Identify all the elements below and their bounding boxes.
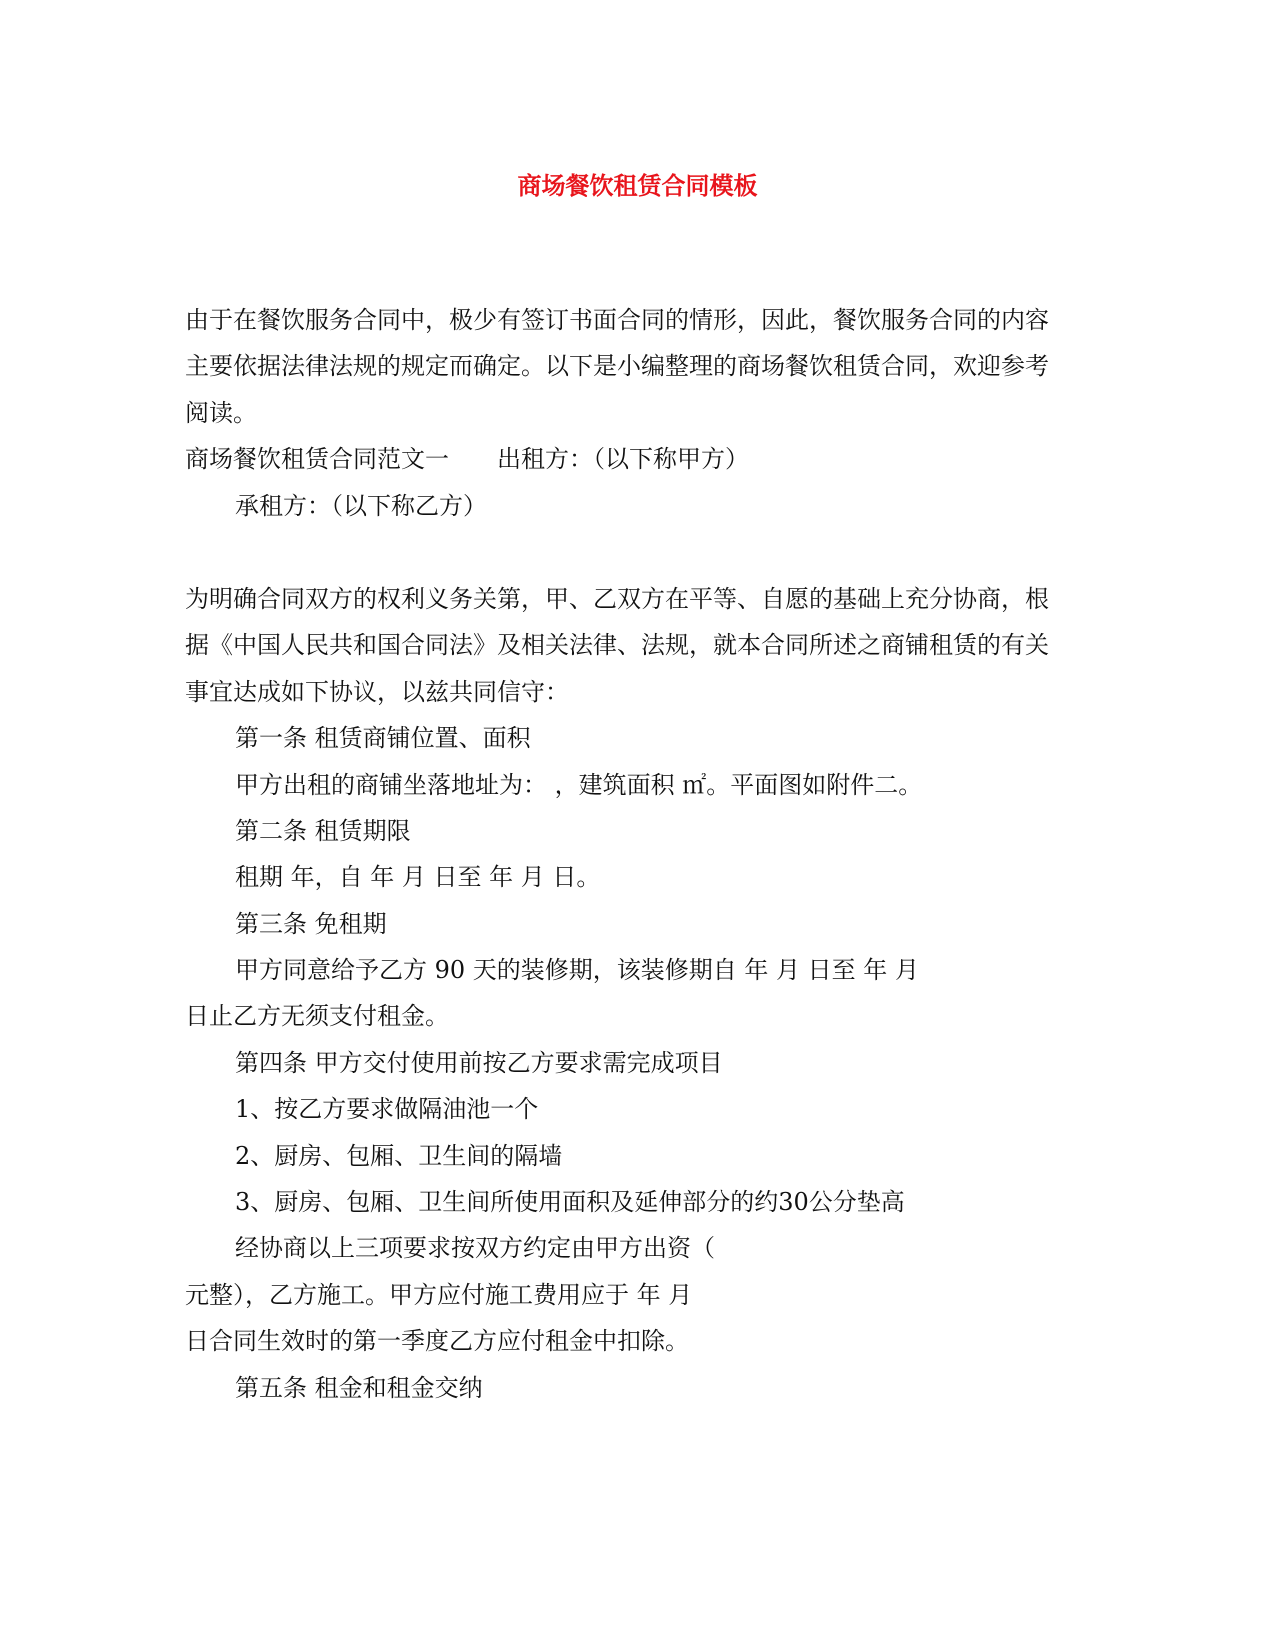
- intro-line-3: 阅读。: [185, 399, 257, 427]
- article4-item-3: 3、厨房、包厢、卫生间所使用面积及延伸部分的约30公分垫高: [235, 1188, 905, 1216]
- article1-title: 第一条 租赁商铺位置、面积: [235, 724, 531, 752]
- preamble-line-3: 事宜达成如下协议，以兹共同信守：: [185, 678, 569, 706]
- preamble-line-2: 据《中国人民共和国合同法》及相关法律、法规，就本合同所述之商铺租赁的有关: [185, 631, 1049, 659]
- intro-line-1: 由于在餐饮服务合同中，极少有签订书面合同的情形，因此，餐饮服务合同的内容: [185, 306, 1049, 334]
- article2-body: 租期 年，自 年 月 日至 年 月 日。: [235, 863, 601, 891]
- article4-note-line-2: 元整），乙方施工。甲方应付施工费用应于 年 月: [185, 1281, 693, 1309]
- article4-note-line-3: 日合同生效时的第一季度乙方应付租金中扣除。: [185, 1327, 689, 1355]
- document-title: 商场餐饮租赁合同模板: [517, 171, 758, 200]
- article2-title: 第二条 租赁期限: [235, 817, 411, 845]
- article4-note-line-1: 经协商以上三项要求按双方约定由甲方出资（: [235, 1234, 715, 1262]
- article3-body-line-2: 日止乙方无须支付租金。: [185, 1002, 449, 1030]
- lessor-line: 出租方：（以下称甲方）: [497, 445, 749, 473]
- sample-heading-line: [185, 443, 749, 475]
- article1-body: 甲方出租的商铺坐落地址为： ，建筑面积 ㎡。平面图如附件二。: [235, 771, 923, 799]
- article4-item-2: 2、厨房、包厢、卫生间的隔墙: [235, 1142, 563, 1170]
- intro-line-2: 主要依据法律法规的规定而确定。以下是小编整理的商场餐饮租赁合同，欢迎参考: [185, 352, 1049, 380]
- article4-title: 第四条 甲方交付使用前按乙方要求需完成项目: [235, 1049, 723, 1077]
- article3-body-line-1: 甲方同意给予乙方 90 天的装修期，该装修期自 年 月 日至 年 月: [235, 956, 919, 984]
- preamble-line-1: 为明确合同双方的权利义务关第，甲、乙双方在平等、自愿的基础上充分协商，根: [185, 585, 1049, 613]
- article5-title: 第五条 租金和租金交纳: [235, 1374, 483, 1402]
- sample-heading: 商场餐饮租赁合同范文一: [185, 445, 449, 473]
- article3-title: 第三条 免租期: [235, 910, 387, 938]
- lessee-line: 承租方：（以下称乙方）: [235, 492, 487, 520]
- article4-item-1: 1、按乙方要求做隔油池一个: [235, 1095, 539, 1123]
